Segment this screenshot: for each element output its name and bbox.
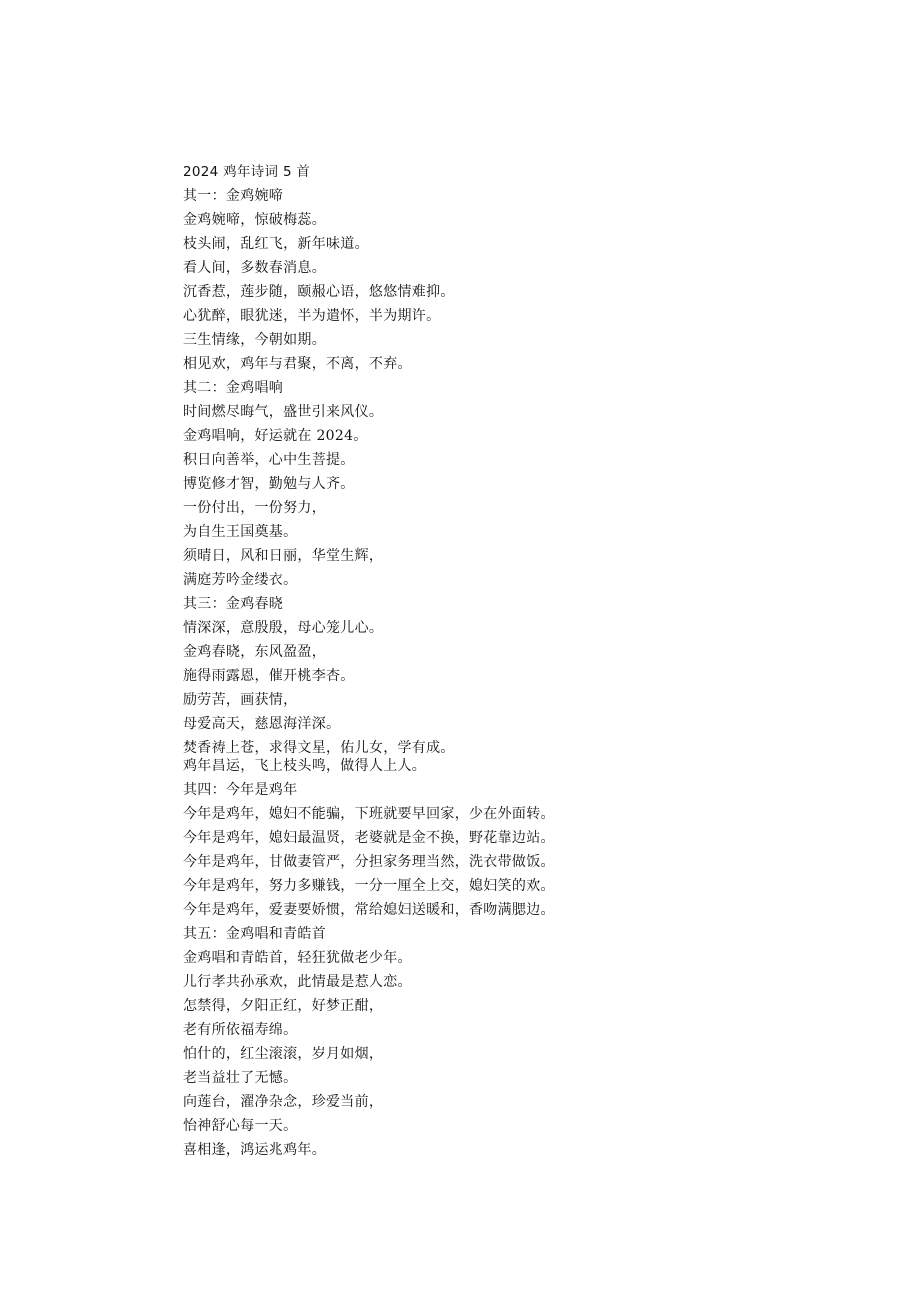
poem-line: 三生情缘，今朝如期。 (183, 332, 326, 348)
poem-line: 儿行孝共孙承欢，此情最是惹人恋。 (183, 974, 412, 990)
heading-poem-5: 其五：金鸡唱和青皓首 (183, 926, 326, 942)
poem-line: 怡神舒心每一天。 (183, 1118, 298, 1134)
poem-line: 心犹醉，眼犹迷，半为遣怀，半为期许。 (183, 308, 441, 324)
poem-line: 怎禁得，夕阳正红，好梦正酣， (183, 998, 384, 1014)
poem-line: 须晴日，风和日丽，华堂生辉， (183, 548, 384, 564)
poem-line: 金鸡唱响，好运就在 2024。 (183, 428, 368, 444)
poem-line: 一份付出，一份努力， (183, 500, 326, 516)
poem-line: 今年是鸡年，甘做妻管严，分担家务理当然，洗衣带做饭。 (183, 854, 555, 870)
poem-line: 母爱高天，慈恩海洋深。 (183, 716, 341, 732)
poem-line: 看人间，多数春消息。 (183, 260, 326, 276)
heading-poem-1: 其一：金鸡婉啼 (183, 188, 284, 204)
poem-text-body (183, 160, 863, 1162)
poem-line: 枝头闹，乱红飞，新年味道。 (183, 236, 369, 252)
poem-line: 施得雨露恩，催开桃李杏。 (183, 668, 355, 684)
poem-line: 喜相逢，鸿运兆鸡年。 (183, 1142, 326, 1158)
poem-line: 老当益壮了无憾。 (183, 1070, 298, 1086)
poem-line: 沉香惹，莲步随，颐赧心语，悠悠情难抑。 (183, 284, 455, 300)
poem-line: 为自生王国奠基。 (183, 524, 298, 540)
poem-line: 怕什的，红尘滚滚，岁月如烟， (183, 1046, 384, 1062)
heading-poem-4: 其四：今年是鸡年 (183, 782, 298, 798)
heading-poem-3: 其三：金鸡春晓 (183, 596, 284, 612)
poem-line: 向莲台，濯净杂念，珍爱当前， (183, 1094, 384, 1110)
poem-line: 情深深，意殷殷，母心笼儿心。 (183, 620, 384, 636)
poem-line: 金鸡春晓，东风盈盈， (183, 644, 326, 660)
poem-line: 今年是鸡年，媳妇不能骗，下班就要早回家，少在外面转。 (183, 806, 555, 822)
poem-line: 焚香祷上苍，求得文星，佑儿女，学有成。 (183, 740, 455, 756)
document-title: 2024 鸡年诗词 5 首 (183, 164, 311, 180)
poem-line: 鸡年昌运，飞上枝头鸣，做得人上人。 (183, 758, 427, 774)
poem-line: 金鸡婉啼，惊破梅蕊。 (183, 212, 326, 228)
poem-line: 博览修才智，勤勉与人齐。 (183, 476, 355, 492)
poem-line: 金鸡唱和青皓首，轻狂犹做老少年。 (183, 950, 412, 966)
heading-poem-2: 其二：金鸡唱响 (183, 380, 284, 396)
poem-line: 时间燃尽晦气，盛世引来风仪。 (183, 404, 384, 420)
poem-line: 励劳苦，画获情， (183, 692, 298, 708)
poem-line: 老有所依福寿绵。 (183, 1022, 298, 1038)
poem-line: 满庭芳吟金缕衣。 (183, 572, 298, 588)
poem-line: 今年是鸡年，爱妻要娇惯，常给媳妇送暖和，香吻满腮边。 (183, 902, 555, 918)
poem-line: 今年是鸡年，媳妇最温贤，老婆就是金不换，野花靠边站。 (183, 830, 555, 846)
poem-line: 积日向善举，心中生菩提。 (183, 452, 355, 468)
poem-line: 今年是鸡年，努力多赚钱，一分一厘全上交，媳妇笑的欢。 (183, 878, 555, 894)
poem-line: 相见欢，鸡年与君聚，不离，不弃。 (183, 356, 412, 372)
